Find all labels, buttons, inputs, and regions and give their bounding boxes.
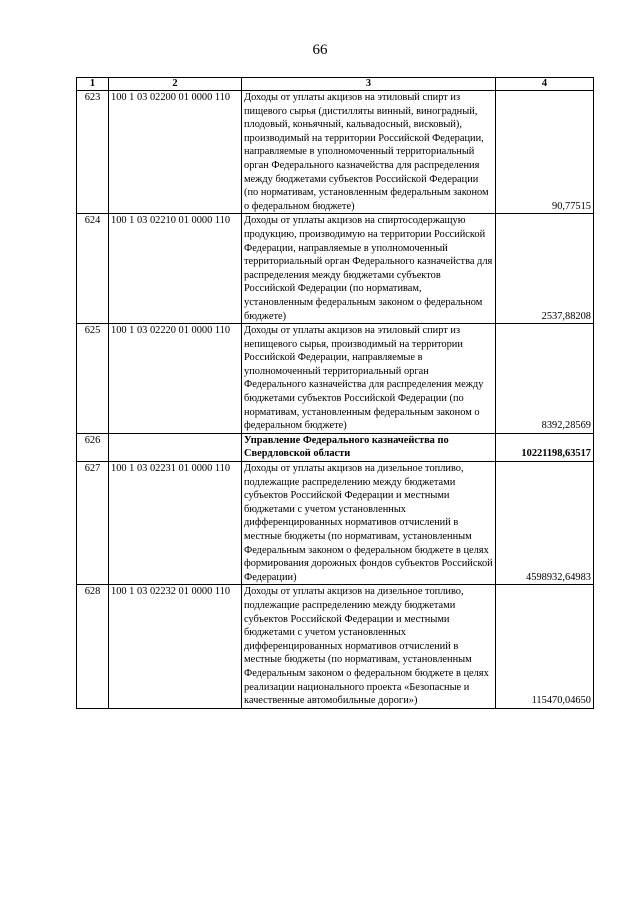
amount: 8392,28569 <box>496 324 594 434</box>
revenue-name: Доходы от уплаты акцизов на дизельное топливо, подлежащие распределению между бюджетами субъектов Российской Федерации и местными бюджетами с учетом установленных дифференцированных нормативов отчислений в местные бюджеты (по нормативам, установленным Федеральным законом о федеральном бюджете в целях формирования дорожных фондов субъектов Российской Федерации) <box>242 462 496 585</box>
organization-total: 10221198,63517 <box>496 433 594 461</box>
row-number: 623 <box>77 91 109 214</box>
table-row <box>77 585 594 708</box>
revenue-name: Доходы от уплаты акцизов на спиртосодержащую продукцию, производимую на территории Российской Федерации, направляемые в уполномоченный территориальный орган Федерального казначейства для распределения между бюджетами субъектов Российской Федерации (по нормативам, установленным федеральным законом о федеральном бюджете) <box>242 214 496 324</box>
revenue-table <box>76 77 594 709</box>
budget-code: 100 1 03 02220 01 0000 110 <box>109 324 242 434</box>
budget-code: 100 1 03 02231 01 0000 110 <box>109 462 242 585</box>
budget-code: 100 1 03 02200 01 0000 110 <box>109 91 242 214</box>
revenue-name: Доходы от уплаты акцизов на этиловый спирт из пищевого сырья (дистилляты винный, виноградный, плодовый, коньячный, кальвадосный, висковый), производимый на территории Российской Федерации, направляемые в уполномоченный территориальный орган Федерального казначейства для распределения между бюджетами субъектов Российской Федерации (по нормативам, установленным федеральным законом о федеральном бюджете) <box>242 91 496 214</box>
revenue-name: Доходы от уплаты акцизов на этиловый спирт из непищевого сырья, производимый на территории Российской Федерации, направляемые в уполномоченный территориальный орган Федерального казначейства для распределения между бюджетами субъектов Российской Федерации (по нормативам, установленным федеральным законом о федеральном бюджете) <box>242 324 496 434</box>
table-row <box>77 214 594 324</box>
column-header: 4 <box>496 78 594 91</box>
column-header: 3 <box>242 78 496 91</box>
amount: 115470,04650 <box>496 585 594 708</box>
revenue-name: Доходы от уплаты акцизов на дизельное топливо, подлежащие распределению между бюджетами субъектов Российской Федерации и местными бюджетами с учетом установленных дифференцированных нормативов отчислений в местные бюджеты (по нормативам, установленным Федеральным законом о федеральном бюджете в целях реализации национального проекта «Безопасные и качественные автомобильные дороги») <box>242 585 496 708</box>
row-number: 628 <box>77 585 109 708</box>
table-row <box>77 462 594 585</box>
row-number: 626 <box>77 433 109 461</box>
table-row <box>77 91 594 214</box>
column-header: 2 <box>109 78 242 91</box>
row-number: 625 <box>77 324 109 434</box>
budget-code <box>109 433 242 461</box>
row-number: 624 <box>77 214 109 324</box>
row-number: 627 <box>77 462 109 585</box>
table-header-row <box>77 78 594 91</box>
amount: 4598932,64983 <box>496 462 594 585</box>
organization-name: Управление Федерального казначейства по Свердловской области <box>242 433 496 461</box>
column-header: 1 <box>77 78 109 91</box>
budget-code: 100 1 03 02232 01 0000 110 <box>109 585 242 708</box>
budget-code: 100 1 03 02210 01 0000 110 <box>109 214 242 324</box>
amount: 90,77515 <box>496 91 594 214</box>
page-number: 66 <box>312 42 328 58</box>
table-row-organization <box>77 433 594 461</box>
amount: 2537,88208 <box>496 214 594 324</box>
table-row <box>77 324 594 434</box>
